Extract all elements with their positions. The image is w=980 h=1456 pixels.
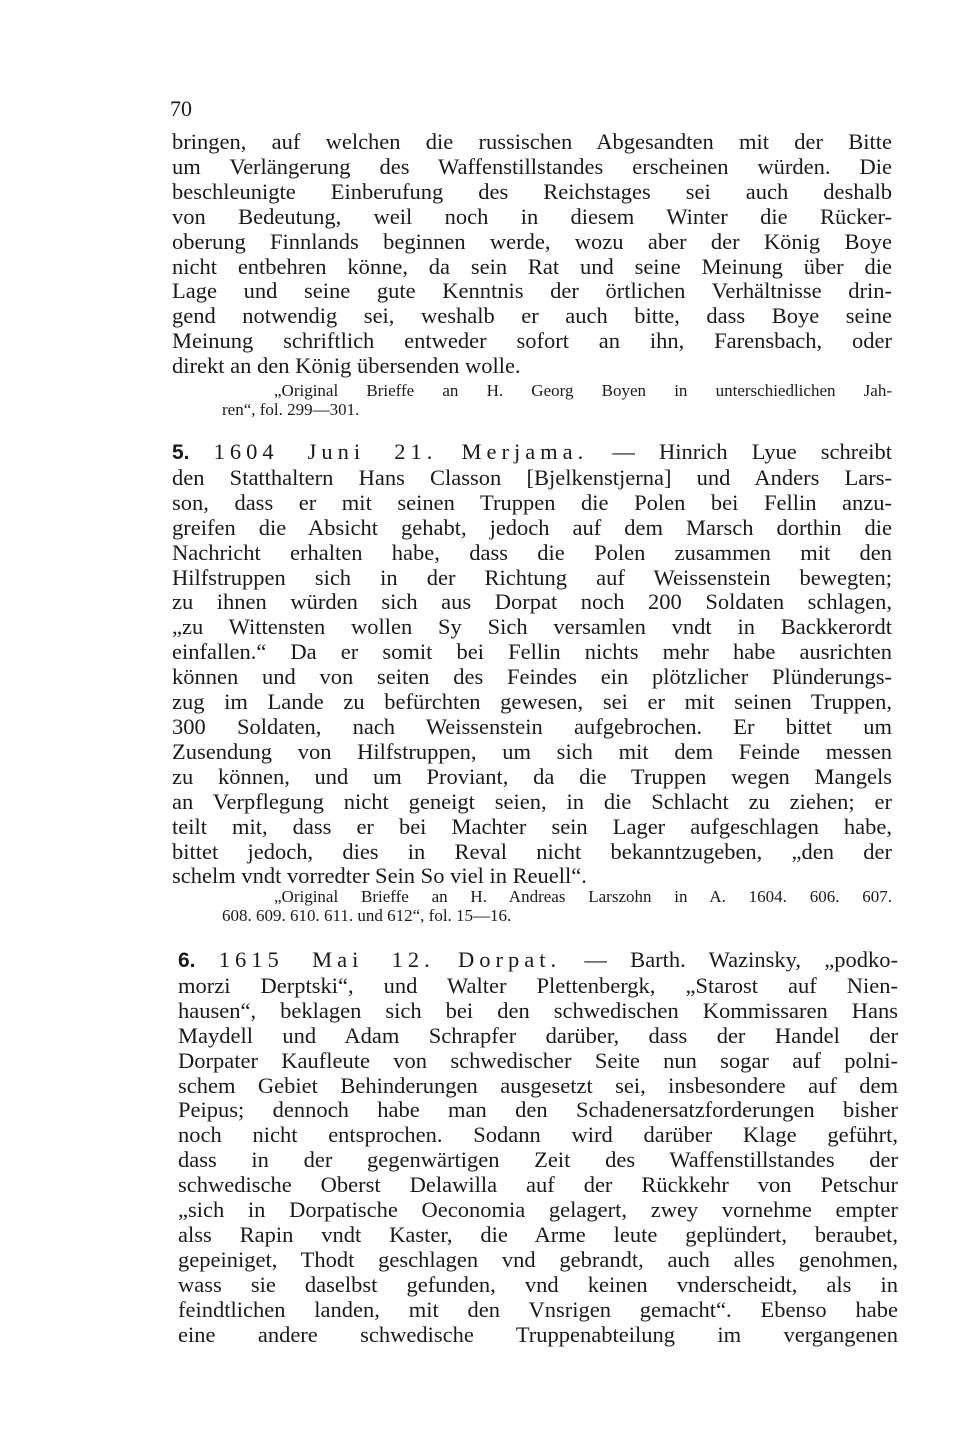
page-number: 70 [170, 96, 192, 121]
text-line: um Verlängerung des Waffenstillstandes erscheinen würden. Die [172, 153, 892, 179]
text-line: nicht entbehren könne, da sein Rat und seine Meinung über die [172, 253, 892, 279]
text-line: gend notwendig sei, weshalb er auch bitte, dass Boye seine [172, 303, 892, 329]
text-line: „zu Wittensten wollen Sy Sich versamlen vndt in Backkerordt [172, 614, 892, 640]
entry-first-line-text: — Hinrich Lyue schreibt [612, 439, 893, 464]
text-line: greifen die Absicht gehabt, jedoch auf dem Marsch dorthin die [172, 514, 892, 540]
intro-paragraph [172, 130, 892, 379]
entry-place: Merjama. [461, 439, 589, 464]
text-line: alss Rapin vndt Kaster, die Arme leute geplündert, beraubet, [178, 1221, 898, 1247]
text-line: teilt mit, dass er bei Machter sein Lager aufgeschlagen habe, [172, 813, 892, 839]
text-line: zug im Lande zu befürchten gewesen, sei er mit seinen Truppen, [172, 689, 892, 715]
text-line: zu ihnen würden sich aus Dorpat noch 200 Soldaten schlagen, [172, 589, 892, 615]
text-line: zu können, und um Proviant, da die Truppen wegen Mangels [172, 763, 892, 789]
source-note-intro [172, 381, 892, 419]
text-line: son, dass er mit seinen Truppen die Polen bei Fellin anzu- [172, 489, 892, 515]
text-line: Nachricht erhalten habe, dass die Polen zusammen mit den [172, 539, 892, 565]
text-line: Zusendung von Hilfstruppen, um sich mit dem Feinde messen [172, 738, 892, 764]
entry-number: 5. [172, 441, 190, 464]
text-line: Meinung schriftlich entweder sofort an ihn, Farensbach, oder [172, 328, 892, 354]
entry-date: 1615 Mai 12. [218, 947, 435, 972]
entry-first-line-text: — Barth. Wazinsky, „podko- [584, 947, 899, 972]
text-line: bringen, auf welchen die russischen Abgesandten mit der Bitte [172, 129, 892, 154]
source-line: „Original Brieffe an H. Georg Boyen in unterschiedlichen Jah- [274, 381, 892, 400]
text-line: schwedische Oberst Delawilla auf der Rückkehr von Petschur [178, 1172, 898, 1198]
text-line: direkt an den König übersenden wolle. [172, 353, 521, 379]
source-line: „Original Brieffe an H. Andreas Larszohn in A. 1604. 606. 607. [274, 887, 892, 906]
text-line: Peipus; dennoch habe man den Schadenersatzforderungen bisher [178, 1097, 898, 1123]
text-line: Maydell und Adam Schrapfer darüber, dass der Handel der [178, 1022, 898, 1048]
text-line: von Bedeutung, weil noch in diesem Winter die Rücker- [172, 203, 892, 229]
text-line: eine andere schwedische Truppenabteilung im vergangenen [178, 1321, 898, 1347]
entry-6 [178, 948, 898, 1348]
entry-number: 6. [178, 949, 196, 972]
entry-date: 1604 Juni 21. [213, 439, 438, 464]
text-line: einfallen.“ Da er somit bei Fellin nichts mehr habe ausrichten [172, 639, 892, 665]
text-line: gepeiniget, Thodt geschlagen vnd gebrandt, auch alles genohmen, [178, 1246, 898, 1272]
text-line: schelm vndt vorredter Sein So viel in Reuell“. [172, 863, 587, 889]
entry-place: Dorpat. [458, 947, 562, 972]
source-line: ren“, fol. 299—301. [222, 400, 360, 419]
text-line: noch nicht entsprochen. Sodann wird darüber Klage geführt, [178, 1122, 898, 1148]
text-line: morzi Derptski“, und Walter Plettenbergk, „Starost auf Nien- [178, 972, 898, 998]
text-line: dass in der gegenwärtigen Zeit des Waffenstillstandes der [178, 1147, 898, 1173]
entry-heading-line [178, 948, 898, 974]
text-line: hausen“, beklagen sich bei den schwedischen Kommissaren Hans [178, 997, 898, 1023]
entry-5 [172, 440, 892, 889]
text-line: 300 Soldaten, nach Weissenstein aufgebrochen. Er bittet um [172, 713, 892, 739]
text-line: wass sie daselbst gefunden, vnd keinen vnderscheidt, als in [178, 1271, 898, 1297]
source-line: 608. 609. 610. 611. und 612“, fol. 15—16. [222, 906, 512, 925]
source-note-entry-5 [172, 887, 892, 925]
text-line: beschleunigte Einberufung des Reichstages sei auch deshalb [172, 178, 892, 204]
text-line: „sich in Dorpatische Oeconomia gelagert, zwey vornehme empter [178, 1197, 898, 1223]
entry-heading-line [172, 440, 892, 466]
text-line: Hilfstruppen sich in der Richtung auf Weissenstein bewegten; [172, 564, 892, 590]
text-line: den Statthaltern Hans Classon [Bjelkenstjerna] und Anders Lars- [172, 464, 892, 490]
text-line: an Verpflegung nicht geneigt seien, in die Schlacht zu ziehen; er [172, 788, 892, 814]
text-line: Lage und seine gute Kenntnis der örtlichen Verhältnisse drin- [172, 278, 892, 304]
text-line: feindtlichen landen, mit den Vnsrigen gemacht“. Ebenso habe [178, 1296, 898, 1322]
text-line: bittet jedoch, dies in Reval nicht bekanntzugeben, „den der [172, 838, 892, 864]
text-line: können und von seiten des Feindes ein plötzlicher Plünderungs- [172, 664, 892, 690]
text-line: oberung Finnlands beginnen werde, wozu aber der König Boye [172, 228, 892, 254]
text-line: schem Gebiet Behinderungen ausgesetzt sei, insbesondere auf dem [178, 1072, 898, 1098]
text-line: Dorpater Kaufleute von schwedischer Seite nun sogar auf polni- [178, 1047, 898, 1073]
